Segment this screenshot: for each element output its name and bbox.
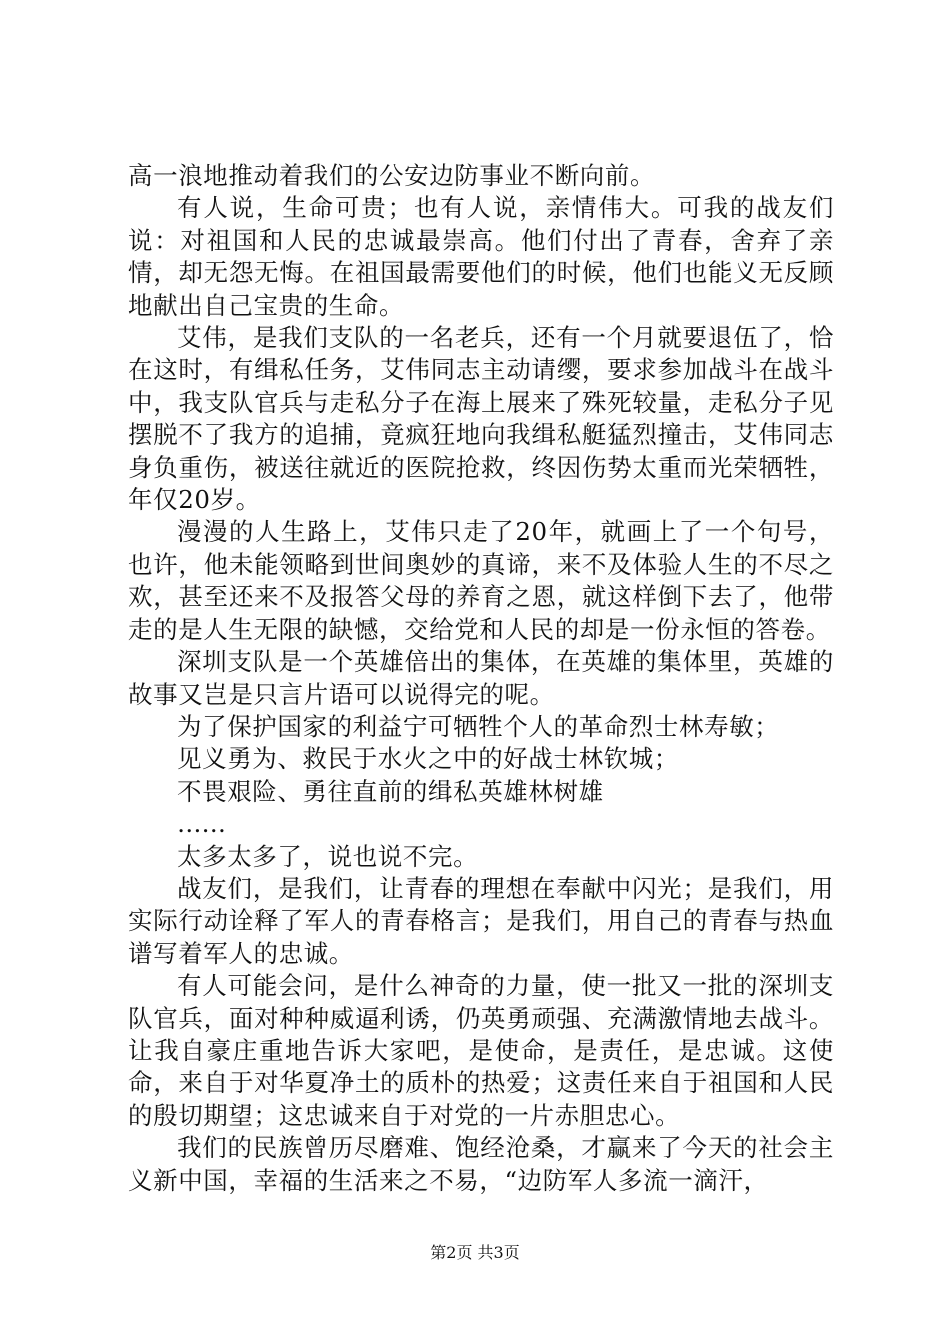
paragraph: 为了保护国家的利益宁可牺牲个人的革命烈士林寿敏；: [177, 711, 780, 741]
paragraph: 漫漫的人生路上，艾伟只走了20年，就画上了一个句号，也许，他未能领略到世间奥妙的真谛，来不及体验人生的不尽之欢，甚至还来不及报答父母的养育之恩，就这样倒下去了，他带走的是人生无限的缺憾，交给党和人民的却是一份永恒的答卷。: [128, 517, 834, 644]
document-body: [128, 160, 834, 1197]
paragraph: 有人可能会问，是什么神奇的力量，使一批又一批的深圳支队官兵，面对种种威逼利诱，仍英勇顽强、充满激情地去战斗。让我自豪庄重地告诉大家吧，是使命，是责任，是忠诚。这使命，来自于对华夏净土的质朴的热爱；这责任来自于祖国和人民的殷切期望；这忠诚来自于对党的一片赤胆忠心。: [128, 971, 834, 1130]
paragraph: 不畏艰险、勇往直前的缉私英雄林树雄: [177, 776, 604, 806]
paragraph: 深圳支队是一个英雄倍出的集体，在英雄的集体里，英雄的故事又岂是只言片语可以说得完的呢。: [128, 647, 834, 709]
paragraph: 有人说，生命可贵；也有人说，亲情伟大。可我的战友们说：对祖国和人民的忠诚最崇高。他们付出了青春，舍弃了亲情，却无怨无悔。在祖国最需要他们的时候，他们也能义无反顾地献出自己宝贵的生命。: [128, 193, 834, 320]
page-number-label: 第2页 共3页: [430, 1243, 520, 1262]
paragraph: 战友们，是我们，让青春的理想在奉献中闪光；是我们，用实际行动诠释了军人的青春格言；是我们，用自己的青春与热血谱写着军人的忠诚。: [128, 873, 834, 968]
paragraph-ellipsis: ……: [177, 809, 226, 839]
paragraph: 我们的民族曾历尽磨难、饱经沧桑，才赢来了今天的社会主义新中国，幸福的生活来之不易，“边防军人多流一滴汗，: [128, 1133, 834, 1195]
paragraph: 艾伟，是我们支队的一名老兵，还有一个月就要退伍了，恰在这时，有缉私任务，艾伟同志主动请缨，要求参加战斗在战斗中，我支队官兵与走私分子在海上展来了殊死较量，走私分子见摆脱不了我方的追捕，竟疯狂地向我缉私艇猛烈撞击，艾伟同志身负重伤，被送往就近的医院抢救，终因伤势太重而光荣牺牲，年仅20岁。: [128, 323, 834, 515]
paragraph: 太多太多了，说也说不完。: [177, 841, 479, 871]
paragraph: 见义勇为、救民于水火之中的好战士林钦城；: [177, 744, 679, 774]
paragraph-continued: 高一浪地推动着我们的公安边防事业不断向前。: [128, 161, 656, 190]
page-footer: [0, 1243, 950, 1263]
